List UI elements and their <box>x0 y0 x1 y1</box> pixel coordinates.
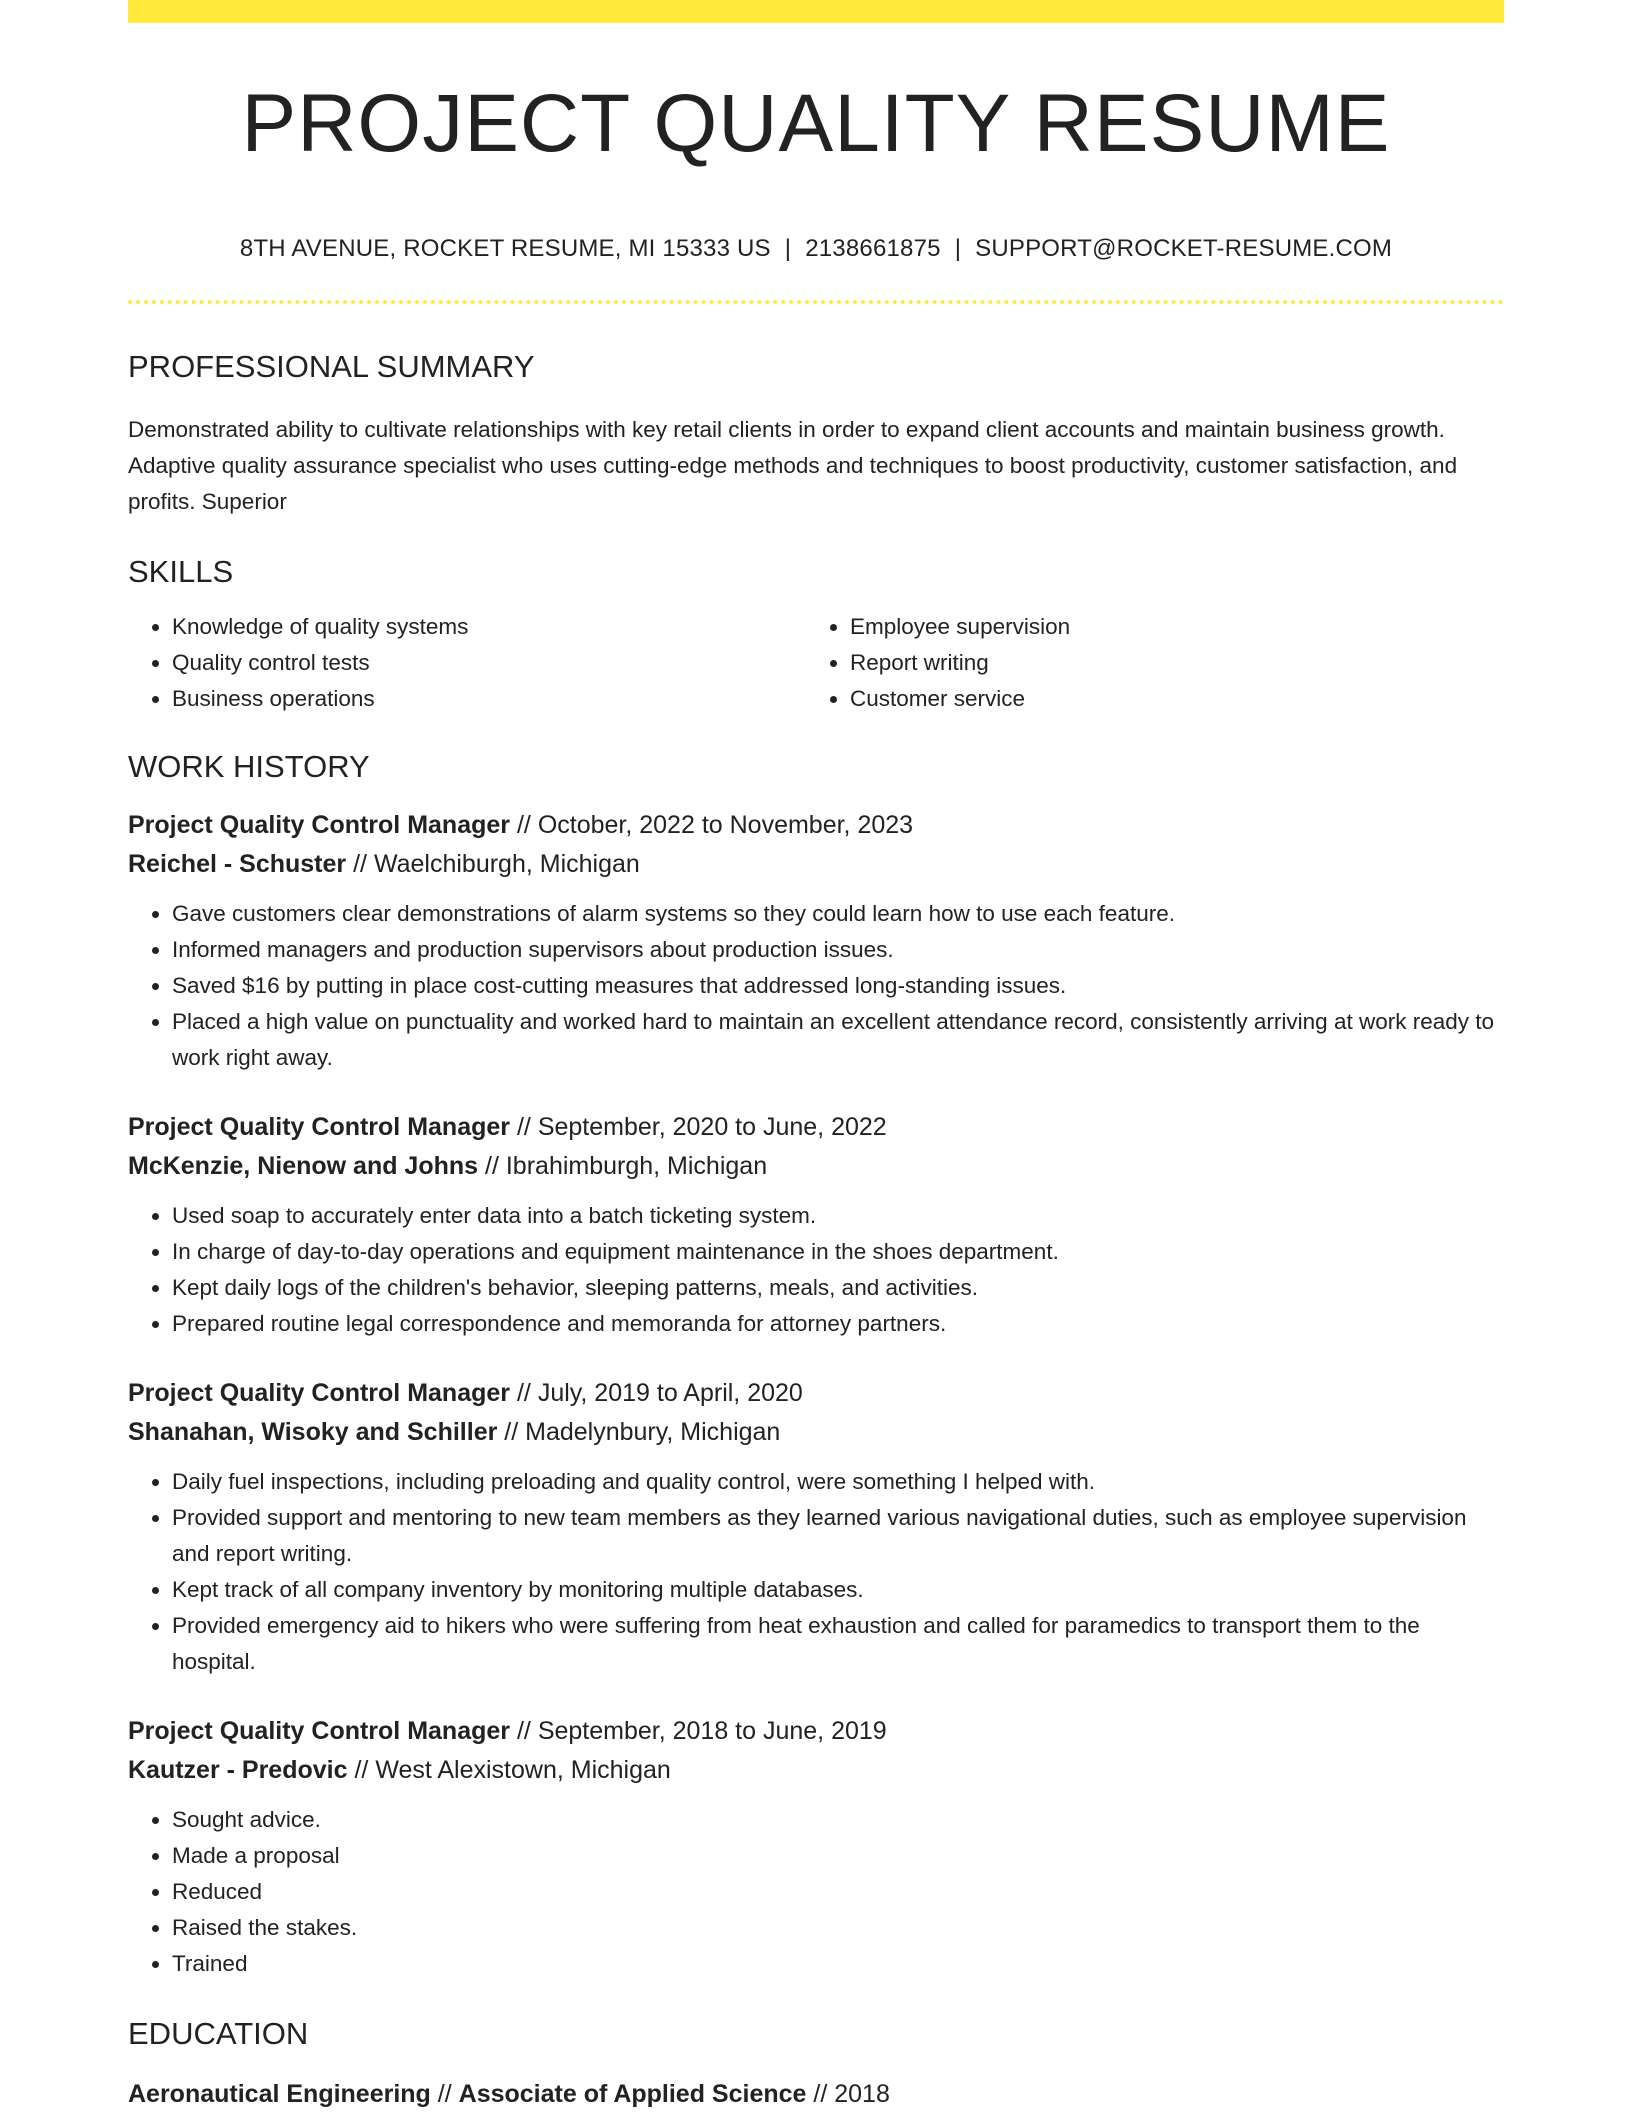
job-location: Ibrahimburgh, Michigan <box>505 1152 768 1180</box>
job-company: Reichel - Schuster <box>128 850 347 878</box>
top-accent-bar <box>128 0 1504 23</box>
skills-column-right <box>806 609 1484 717</box>
skill-item: • Report writing <box>850 645 1484 681</box>
job-bullet: • Provided support and mentoring to new team members as they learned various navigational duties, such as employee supervision and report writing. <box>172 1500 1504 1572</box>
job-bullet: • Reduced <box>172 1874 1504 1910</box>
job-separator: // <box>510 1717 538 1745</box>
education-line <box>128 2075 1504 2114</box>
skill-item: • Knowledge of quality systems <box>172 609 806 645</box>
job-bullets <box>128 1802 1504 1982</box>
job-company: Kautzer - Predovic <box>128 1756 348 1784</box>
job-separator: // <box>510 811 538 839</box>
job-bullets <box>128 896 1504 1076</box>
job-bullet: • In charge of day-to-day operations and equipment maintenance in the shoes department. <box>172 1234 1504 1270</box>
job-title: Project Quality Control Manager <box>128 1717 511 1745</box>
job-bullet: • Kept daily logs of the children's behavior, sleeping patterns, meals, and activities. <box>172 1270 1504 1306</box>
education-separator: // <box>430 2080 459 2108</box>
education-field: Aeronautical Engineering <box>128 2080 431 2108</box>
contact-phone: 2138661875 <box>805 235 941 262</box>
job-bullet: • Placed a high value on punctuality and worked hard to maintain an excellent attendance record, consistently arriving at work ready to work right away. <box>172 1004 1504 1076</box>
job-separator: // <box>346 850 374 878</box>
skills-list-left <box>128 609 806 717</box>
job-bullet: • Made a proposal <box>172 1838 1504 1874</box>
job-company-line <box>128 1147 1504 1186</box>
job-entry <box>128 1108 1504 1342</box>
education-heading: EDUCATION <box>128 2016 309 2051</box>
job-company-line <box>128 845 1504 884</box>
summary-text: Demonstrated ability to cultivate relationships with key retail clients in order to expand client accounts and maintain business growth. Adaptive quality assurance specialist who uses cutting-edge methods and techniques to boost productivity, customer satisfaction, and profits. Superior <box>128 417 1458 514</box>
resume-title: PROJECT QUALITY RESUME <box>241 78 1391 169</box>
skills-heading: SKILLS <box>128 554 234 589</box>
summary-heading: PROFESSIONAL SUMMARY <box>128 349 535 384</box>
job-bullets <box>128 1198 1504 1342</box>
job-company: McKenzie, Nienow and Johns <box>128 1152 479 1180</box>
job-bullet: • Prepared routine legal correspondence and memoranda for attorney partners. <box>172 1306 1504 1342</box>
contact-address: 8TH AVENUE, ROCKET RESUME, MI 15333 US <box>239 235 771 262</box>
job-entry <box>128 1374 1504 1680</box>
job-bullet: • Used soap to accurately enter data into a batch ticketing system. <box>172 1198 1504 1234</box>
job-bullet: • Kept track of all company inventory by monitoring multiple databases. <box>172 1572 1504 1608</box>
education-separator: // <box>806 2080 835 2108</box>
job-separator: // <box>497 1418 526 1446</box>
job-separator: // <box>510 1379 538 1407</box>
skill-item: • Employee supervision <box>850 609 1484 645</box>
job-location: Madelynbury, Michigan <box>525 1418 781 1446</box>
job-separator: // <box>478 1152 506 1180</box>
job-title: Project Quality Control Manager <box>128 1379 511 1407</box>
job-title: Project Quality Control Manager <box>128 811 511 839</box>
job-company: Shanahan, Wisoky and Schiller <box>128 1418 498 1446</box>
skill-item: • Quality control tests <box>172 645 806 681</box>
skills-list-right <box>806 609 1484 717</box>
job-bullet: • Raised the stakes. <box>172 1910 1504 1946</box>
job-location: Waelchiburgh, Michigan <box>373 850 640 878</box>
job-bullet: • Saved $16 by putting in place cost-cutting measures that addressed long-standing issues. <box>172 968 1504 1004</box>
job-bullets <box>128 1464 1504 1680</box>
job-title-line <box>128 1374 1504 1413</box>
job-dates: July, 2019 to April, 2020 <box>537 1379 803 1407</box>
header-divider <box>128 300 1504 304</box>
job-title-line <box>128 1712 1504 1751</box>
job-location: West Alexistown, Michigan <box>375 1756 671 1784</box>
contact-line <box>128 237 1504 261</box>
job-company-line <box>128 1751 1504 1790</box>
job-bullet: • Sought advice. <box>172 1802 1504 1838</box>
job-bullet: • Trained <box>172 1946 1504 1982</box>
job-title-line <box>128 1108 1504 1147</box>
skills-grid <box>128 609 1504 717</box>
contact-email: SUPPORT@ROCKET-RESUME.COM <box>975 235 1393 262</box>
job-title-line <box>128 806 1504 845</box>
job-company-line <box>128 1413 1504 1452</box>
job-bullet: • Provided emergency aid to hikers who were suffering from heat exhaustion and called for paramedics to transport them to the hospital. <box>172 1608 1504 1680</box>
job-dates: October, 2022 to November, 2023 <box>537 811 914 839</box>
job-title: Project Quality Control Manager <box>128 1113 511 1141</box>
skill-item: • Business operations <box>172 681 806 717</box>
job-bullet: • Informed managers and production supervisors about production issues. <box>172 932 1504 968</box>
skill-item: • Customer service <box>850 681 1484 717</box>
job-entry <box>128 806 1504 1076</box>
job-separator: // <box>347 1756 376 1784</box>
job-dates: September, 2020 to June, 2022 <box>537 1113 887 1141</box>
contact-separator: | <box>954 235 962 262</box>
resume-page <box>128 0 1504 2114</box>
job-entry <box>128 1712 1504 1982</box>
work-history-heading: WORK HISTORY <box>128 749 370 784</box>
skills-column-left <box>128 609 806 717</box>
education-degree: Associate of Applied Science <box>458 2080 807 2108</box>
job-separator: // <box>510 1113 538 1141</box>
job-bullet: • Gave customers clear demonstrations of alarm systems so they could learn how to use each feature. <box>172 896 1504 932</box>
job-bullet: • Daily fuel inspections, including preloading and quality control, were something I helped with. <box>172 1464 1504 1500</box>
job-dates: September, 2018 to June, 2019 <box>537 1717 887 1745</box>
education-year: 2018 <box>834 2080 890 2108</box>
contact-separator: | <box>784 235 792 262</box>
